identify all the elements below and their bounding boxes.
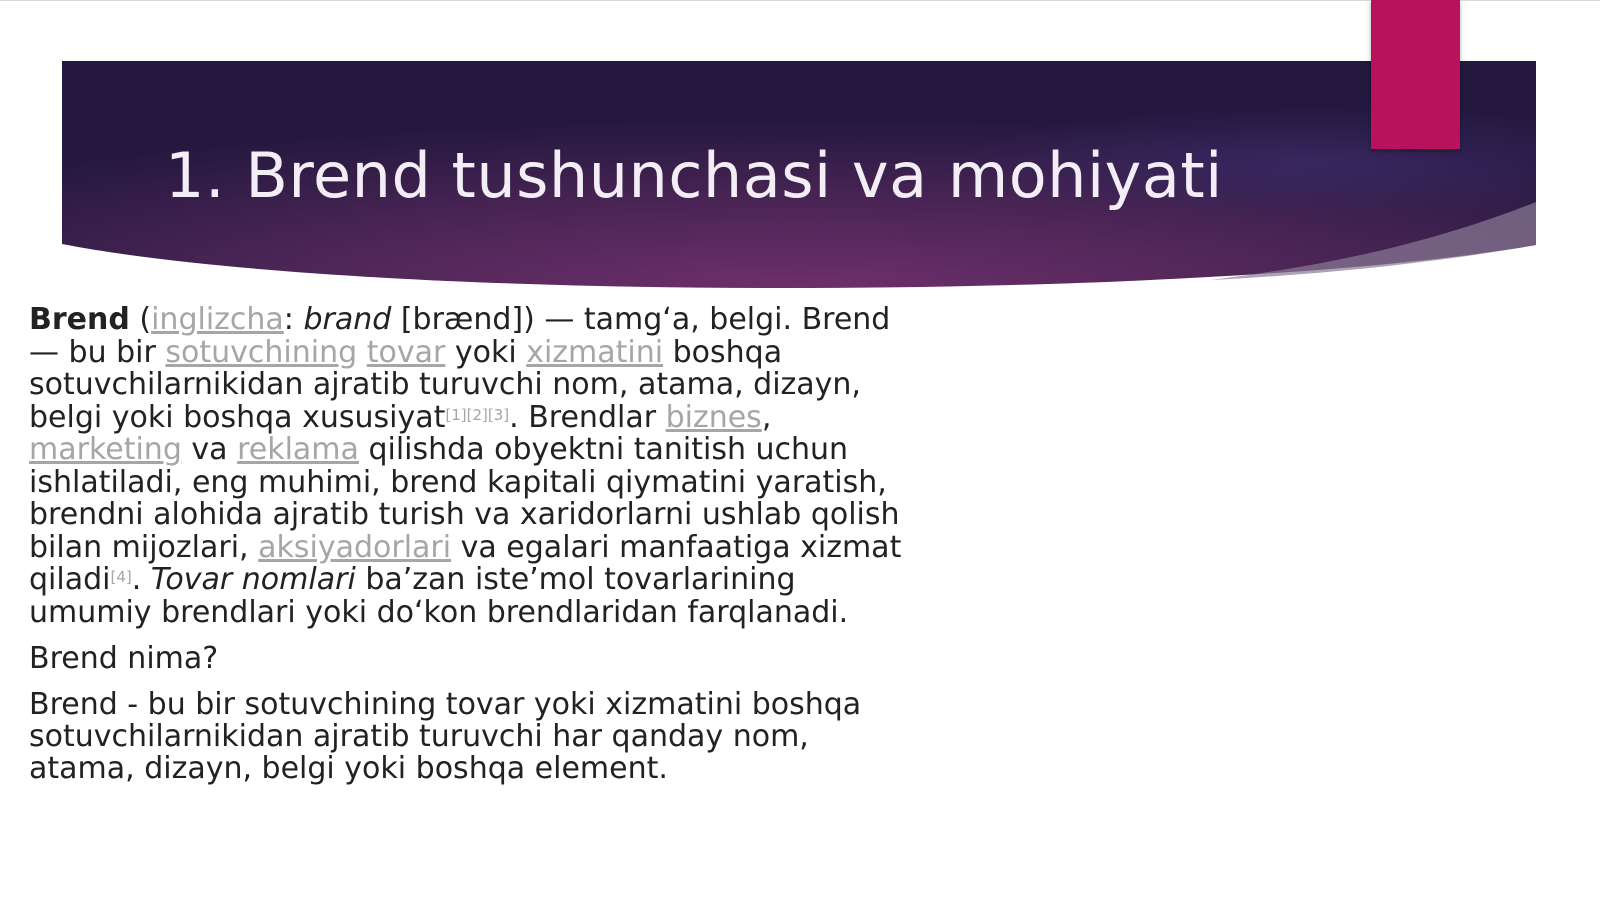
slide-title: 1. Brend tushunchasi va mohiyati (165, 139, 1223, 212)
text-segment: qilishda obyektni tanitish uchun ishlatiladi, eng muhimi, brend kapitali qiymatini yaratish, brendni alohida ajratib turish va xaridorlarni ushlab qolish bilan mijozlari, (29, 432, 900, 565)
accent-tab (1371, 0, 1460, 149)
term-tovar-nomlari: Tovar nomlari (150, 562, 356, 597)
reference-1[interactable] (445, 406, 466, 424)
brand-answer: Brend - bu bir sotuvchining tovar yoki xizmatini boshqa sotuvchilarnikidan ajratib turuvchi har qanday nom, atama, dizayn, belgi yoki boshqa element. (29, 687, 862, 786)
text-segment: va egalari manfaatiga xizmat qiladi (29, 529, 902, 597)
text-segment: . Brendlar (509, 399, 666, 435)
reference-3[interactable] (488, 406, 509, 424)
reference-4-link[interactable]: [4] (110, 568, 132, 586)
slide-body (29, 304, 909, 799)
text-segment: va (181, 432, 238, 467)
text-segment: boshqa sotuvchilarnikidan ajratib turuvchi nom, atama, dizayn, belgi yoki boshqa xususiyat (29, 334, 861, 435)
reference-1-link[interactable]: [1] (445, 405, 467, 424)
text-segment: : (283, 302, 304, 337)
term-brend: Brend (29, 302, 130, 337)
link-inglizcha[interactable]: inglizcha (151, 302, 284, 337)
reference-3-link[interactable]: [3] (487, 405, 510, 424)
link-biznes[interactable]: biznes (665, 399, 762, 435)
brand-question: Brend nima? (29, 641, 219, 676)
reference-2[interactable] (467, 406, 488, 424)
link-reklama[interactable]: reklama (237, 432, 359, 467)
text-segment: ( (129, 302, 152, 337)
link-tovar[interactable]: tovar (366, 334, 446, 370)
link-xizmatini[interactable]: xizmatini (526, 334, 664, 370)
text-segment: baʼzan isteʼmol tovarlarining umumiy brendlari yoki doʻkon brendlaridan farqlanadi. (29, 562, 849, 630)
text-segment: . (131, 562, 151, 597)
reference-2-link[interactable]: [2] (466, 405, 488, 424)
text-segment: , (761, 399, 772, 435)
link-aksiyadorlari[interactable]: aksiyadorlari (258, 529, 452, 565)
text-segment: yoki (445, 334, 527, 370)
term-brand-english: brand (303, 302, 392, 337)
link-marketing[interactable]: marketing (29, 432, 182, 467)
reference-4[interactable] (110, 568, 131, 586)
brand-definition-paragraph (29, 304, 909, 629)
text-segment: [brænd]) — tamgʻa, belgi. Brend — bu bir (29, 302, 891, 370)
text-segment (357, 335, 367, 370)
link-sotuvchining[interactable]: sotuvchining (165, 334, 358, 370)
